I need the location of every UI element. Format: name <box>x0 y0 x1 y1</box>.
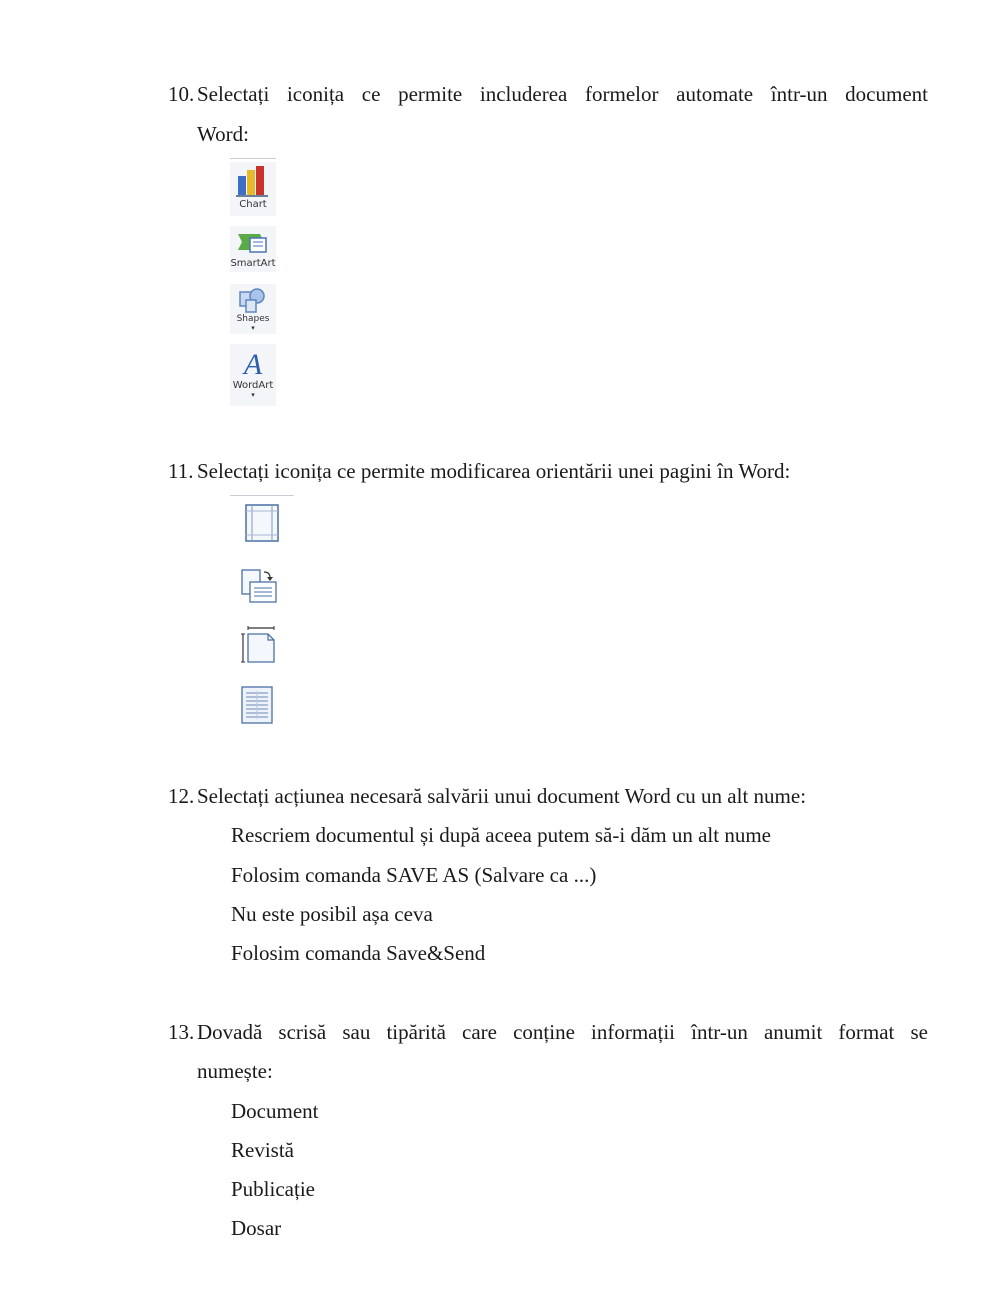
dropdown-arrow-icon: ▾ <box>251 324 255 332</box>
margins-icon <box>240 502 284 544</box>
dropdown-arrow-icon: ▾ <box>251 391 255 399</box>
answer-option-wordart[interactable] <box>230 344 276 406</box>
size-icon <box>238 624 282 668</box>
answer-option-columns[interactable] <box>238 684 282 726</box>
icon-label: Chart <box>239 199 267 210</box>
smartart-icon <box>230 226 276 258</box>
icon-label: SmartArt <box>230 258 276 269</box>
question-text-continued: Word: <box>197 122 249 146</box>
wordart-icon <box>230 344 276 380</box>
question-text: Selectați acțiunea necesară salvării unui document Word cu un alt nume: <box>197 784 807 808</box>
answer-option[interactable]: Nu este posibil așa ceva <box>231 902 433 926</box>
question-text: Selectați iconița ce permite includerea formelor automate într-un document <box>197 82 928 106</box>
answer-option-size[interactable] <box>238 624 282 668</box>
icon-label: Shapes <box>236 314 270 324</box>
answer-option[interactable]: Dosar <box>231 1216 282 1240</box>
divider <box>230 158 276 159</box>
chart-icon <box>230 162 276 198</box>
answer-option[interactable]: Publicație <box>231 1177 315 1201</box>
answer-option-shapes[interactable] <box>230 284 276 334</box>
svg-text:A: A <box>243 348 263 380</box>
question-text: Dovadă scrisă sau tipărită care conține informații într-un anumit format se <box>197 1020 928 1044</box>
question-number: 13. <box>168 1020 195 1044</box>
answer-option-orientation[interactable] <box>238 566 282 606</box>
question-number: 12. <box>168 784 195 808</box>
shapes-icon <box>230 284 276 316</box>
answer-option[interactable]: Revistă <box>231 1138 294 1162</box>
question-number: 11. <box>168 459 194 483</box>
question-text: Selectați iconița ce permite modificarea orientării unei pagini în Word: <box>197 459 791 483</box>
divider <box>230 495 294 496</box>
answer-option[interactable]: Folosim comanda SAVE AS (Salvare ca ...) <box>231 863 597 887</box>
orientation-icon <box>238 566 282 606</box>
icon-label: WordArt <box>232 380 274 391</box>
columns-icon <box>238 684 282 726</box>
answer-option-smartart[interactable] <box>230 226 276 272</box>
answer-option[interactable]: Folosim comanda Save&Send <box>231 941 486 965</box>
answer-option[interactable]: Document <box>231 1099 319 1123</box>
question-text-continued: numește: <box>197 1059 273 1083</box>
answer-option-chart[interactable] <box>230 162 276 216</box>
answer-option-margins[interactable] <box>240 502 284 544</box>
question-number: 10. <box>168 82 195 106</box>
answer-option[interactable]: Rescriem documentul și după aceea putem să-i dăm un alt nume <box>231 823 771 847</box>
